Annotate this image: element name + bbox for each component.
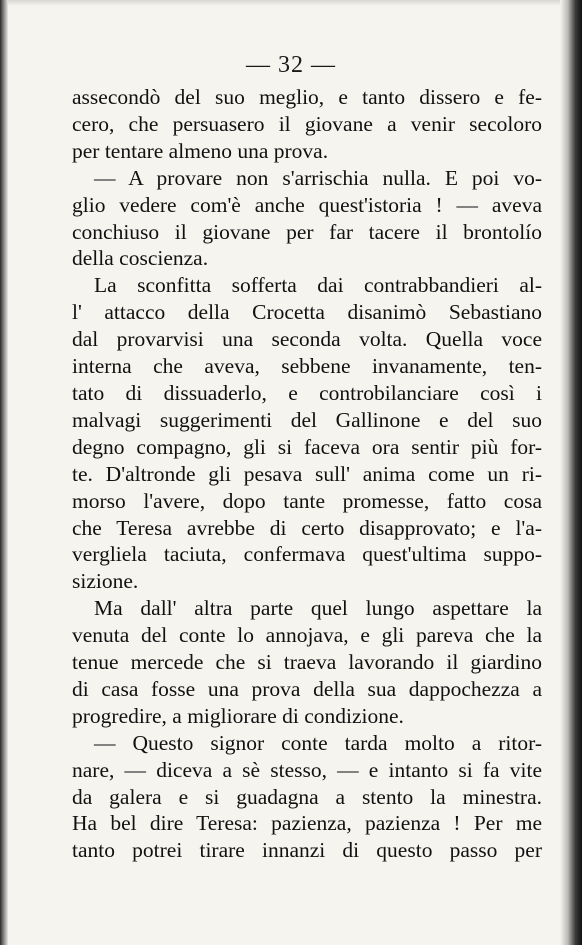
page-fold-shadow: [560, 0, 582, 945]
text-line: della coscienza.: [72, 246, 209, 271]
text-line: venuta del conte lo annojava, e gli pareva che la: [72, 623, 542, 648]
text-line: che Teresa avrebbe di certo disapprovato; e l'a-: [72, 515, 542, 540]
text-line: tanto potrei tirare innanzi di questo passo per: [72, 838, 542, 863]
page-number: — 32 —: [246, 52, 336, 78]
text-line: degno compagno, gli si faceva ora sentir più for-: [72, 434, 542, 459]
text-line: — A provare non s'arrischia nulla. E poi vo-: [94, 165, 542, 190]
text-line: malvagi suggerimenti del Gallinone e del suo: [72, 407, 542, 432]
text-line: glio vedere com'è anche quest'istoria ! — aveva: [72, 192, 542, 217]
text-line: assecondò del suo meglio, e tanto dissero e fe-: [72, 85, 542, 109]
text-line: dal provarvisi una seconda volta. Quella voce: [72, 327, 542, 352]
text-line: te. D'altronde gli pesava sull' anima come un ri-: [72, 461, 542, 486]
text-line: progredire, a migliorare di condizione.: [72, 703, 404, 728]
text-line: vergliela taciuta, confermava quest'ultima suppo-: [72, 542, 542, 567]
text-line: tenue mercede che si traeva lavorando il giardino: [72, 650, 542, 675]
text-line: morso l'avere, dopo tante promesse, fatto cosa: [72, 488, 542, 513]
body-text: [72, 84, 542, 864]
text-line: da galera e si guadagna a stento la minestra.: [72, 784, 542, 809]
page-top-edge: [0, 0, 582, 6]
text-line: tato di dissuaderlo, e controbilanciare così i: [72, 380, 542, 405]
text-line: sizione.: [72, 569, 139, 594]
text-line: — Questo signor conte tarda molto a ritor-: [94, 730, 542, 755]
text-line: Ma dall' altra parte quel lungo aspettare la: [94, 596, 542, 621]
binding-edge: [0, 0, 8, 945]
text-line: La sconfitta sofferta dai contrabbandieri al-: [94, 273, 542, 298]
text-line: per tentare almeno una prova.: [72, 138, 329, 163]
text-line: l' attacco della Crocetta disanimò Sebastiano: [72, 300, 542, 325]
text-line: interna che aveva, sebbene invanamente, ten-: [72, 354, 542, 379]
text-line: Ha bel dire Teresa: pazienza, pazienza ! Per me: [72, 811, 542, 836]
text-line: di casa fosse una prova della sua dappochezza a: [72, 676, 542, 701]
text-line: cero, che persuasero il giovane a venir secoloro: [72, 111, 542, 136]
text-line: conchiuso il giovane per far tacere il brontolío: [72, 219, 542, 244]
text-line: nare, — diceva a sè stesso, — e intanto si fa vite: [72, 757, 542, 782]
